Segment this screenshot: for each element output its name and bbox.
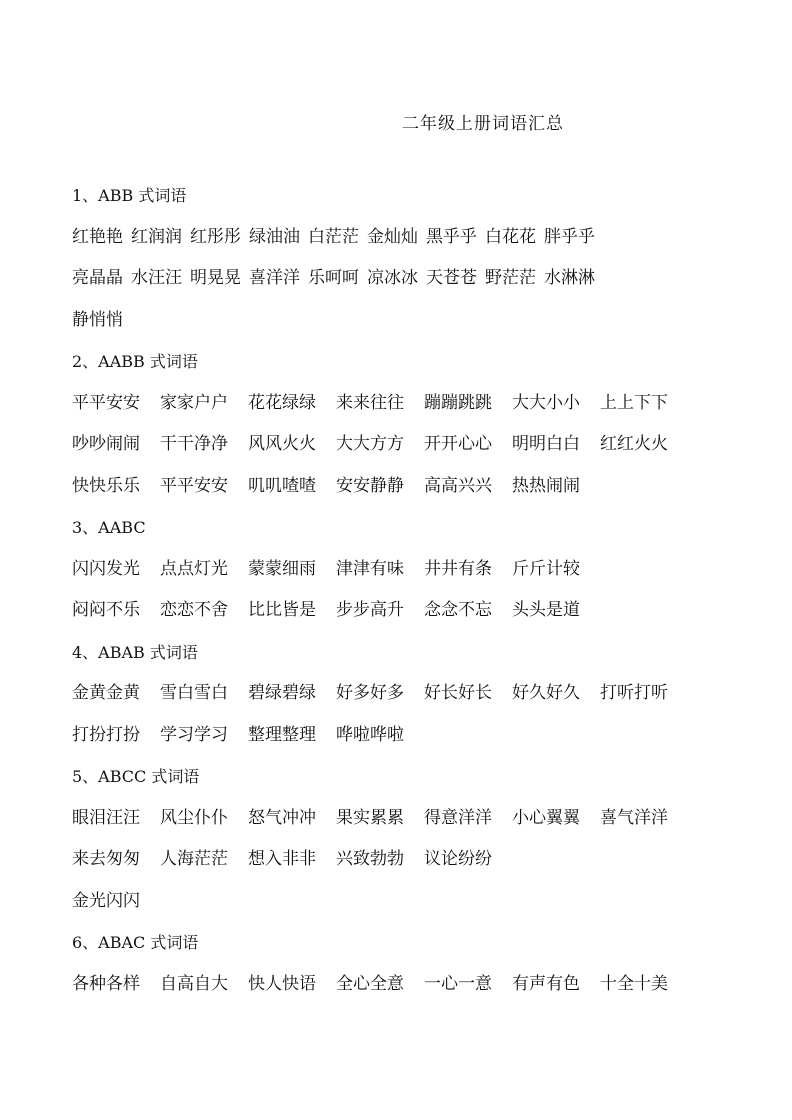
word-row [72,466,732,508]
word-item: 想入非非 [248,849,316,869]
word-item: 好久好久 [512,683,580,703]
word-item: 津津有味 [336,558,404,579]
section-heading: 6、ABAC 式词语 [72,933,199,952]
word-item: 开开心心 [424,434,492,454]
word-row [72,715,732,757]
page-title: 二年级上册词语汇总 [402,114,564,134]
word-item: 来来往往 [336,392,404,413]
word-item: 叽叽喳喳 [248,475,316,496]
word-item: 井井有条 [424,558,492,579]
word-item: 上上下下 [600,392,668,413]
word-item: 红艳艳 [72,226,123,247]
word-item: 果实累累 [336,807,404,828]
word-item: 喜气洋洋 [600,807,668,828]
word-item: 平平安安 [160,475,228,496]
word-item: 亮晶晶 [72,268,123,288]
word-item: 眼泪汪汪 [72,807,140,828]
word-item: 凉冰冰 [367,268,418,288]
word-item: 好长好长 [424,683,492,703]
word-item: 小心翼翼 [512,807,580,828]
word-item: 红彤彤 [190,226,241,247]
word-item: 打听打听 [600,683,668,703]
word-row [72,300,732,342]
word-item: 大大方方 [336,434,404,454]
word-row [72,258,732,300]
word-item: 自高自大 [160,973,228,994]
word-item: 闪闪发光 [72,558,140,579]
word-item: 学习学习 [160,724,228,745]
word-item: 恋恋不舍 [160,600,228,620]
section-heading: 3、AABC [72,518,146,537]
word-item: 十全十美 [600,973,668,994]
word-row [72,383,732,425]
word-item: 蹦蹦跳跳 [424,392,492,413]
word-item: 比比皆是 [248,600,316,620]
word-item: 好多好多 [336,683,404,703]
word-item: 热热闹闹 [512,475,580,496]
word-item: 蒙蒙细雨 [248,558,316,579]
word-item: 明明白白 [512,434,580,454]
word-item: 乐呵呵 [308,268,359,288]
word-item: 议论纷纷 [424,849,492,869]
word-item: 全心全意 [336,973,404,994]
word-item: 白花花 [485,226,536,247]
word-item: 来去匆匆 [72,849,140,869]
word-item: 斤斤计较 [512,558,580,579]
word-row [72,798,732,840]
word-item: 高高兴兴 [424,475,492,496]
word-item: 点点灯光 [160,558,228,579]
word-item: 安安静静 [336,475,404,496]
word-item: 野茫茫 [485,268,536,288]
word-item: 大大小小 [512,392,580,413]
word-item: 闷闷不乐 [72,600,140,620]
word-item: 金灿灿 [367,226,418,247]
word-row [72,217,732,259]
word-item: 风尘仆仆 [160,807,228,828]
word-item: 哗啦哗啦 [336,724,404,745]
word-item: 一心一意 [424,973,492,994]
word-item: 胖乎乎 [544,226,595,247]
word-item: 金黄金黄 [72,683,140,703]
word-item: 金光闪闪 [72,890,140,911]
word-item: 有声有色 [512,973,580,994]
word-item: 天苍苍 [426,268,477,288]
word-item: 红润润 [131,226,182,247]
word-row [72,424,732,466]
word-item: 人海茫茫 [160,849,228,869]
word-item: 明晃晃 [190,268,241,288]
word-item: 雪白雪白 [160,683,228,703]
word-item: 红红火火 [600,434,668,454]
word-row [72,839,732,881]
word-item: 静悄悄 [72,309,123,330]
word-item: 怒气冲冲 [248,807,316,828]
word-item: 黑乎乎 [426,226,477,247]
word-item: 快快乐乐 [72,475,140,496]
word-row [72,590,732,632]
word-item: 水淋淋 [544,268,595,288]
word-item: 吵吵闹闹 [72,434,140,454]
word-item: 各种各样 [72,973,140,994]
section-heading: 4、ABAB 式词语 [72,642,198,662]
word-item: 家家户户 [160,392,228,413]
word-item: 喜洋洋 [249,268,300,288]
word-item: 念念不忘 [424,600,492,620]
word-item: 快人快语 [248,973,316,994]
word-item: 打扮打扮 [72,724,140,745]
section-heading: 2、AABB 式词语 [72,352,198,371]
word-item: 白茫茫 [308,226,359,247]
section-heading: 5、ABCC 式词语 [72,767,200,786]
section-heading: 1、ABB 式词语 [72,186,187,205]
word-item: 水汪汪 [131,268,182,288]
word-item: 风风火火 [248,434,316,454]
word-list-content [72,175,732,1005]
word-item: 碧绿碧绿 [248,683,316,703]
word-row [72,964,732,1006]
word-row [72,673,732,715]
word-item: 得意洋洋 [424,807,492,828]
word-item: 花花绿绿 [248,392,316,413]
word-item: 平平安安 [72,392,140,413]
word-item: 兴致勃勃 [336,849,404,869]
word-row [72,549,732,591]
word-row [72,881,732,923]
word-item: 头头是道 [512,600,580,620]
word-item: 绿油油 [249,226,300,247]
word-item: 步步高升 [336,600,404,620]
word-item: 干干净净 [160,434,228,454]
word-item: 整理整理 [248,724,316,745]
